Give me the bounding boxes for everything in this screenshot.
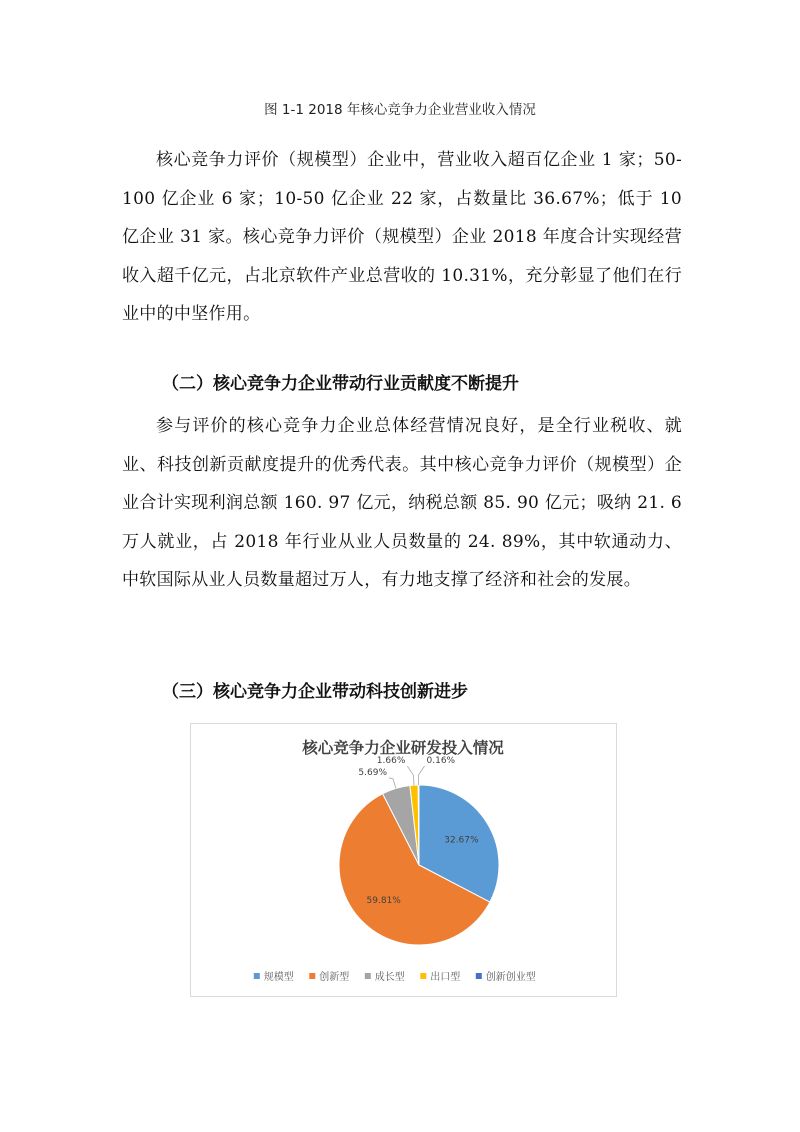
slice-data-label-2: 59.81% (366, 895, 401, 906)
slice-data-label-1: 32.67% (444, 835, 479, 846)
paragraph-revenue: 核心竞争力评价（规模型）企业中，营业收入超百亿企业 1 家；50-100 亿企业 6 家；10-50 亿企业 22 家，占数量比 36.67%；低于 10 亿企业 31 家。核心竞争力评价（规模型）企业 2018 年度合计实现经营收入超千亿元，占北京软件产业总营收的 10.31%，充分彰显了他们在行业中的中坚作用。 (122, 150, 682, 324)
legend-swatch-5 (476, 973, 482, 979)
legend-label-5: 创新创业型 (485, 972, 536, 983)
leader-line-3 (389, 778, 396, 789)
pie-chart-svg (191, 724, 616, 996)
legend-swatch-3 (365, 973, 371, 979)
slice-data-label-4: 1.66% (376, 756, 406, 767)
rd-investment-pie-chart (190, 723, 617, 997)
legend-label-4: 出口型 (430, 972, 461, 983)
legend-swatch-4 (420, 973, 426, 979)
figure-caption: 图 1-1 2018 年核心竞争力企业营业收入情况 (264, 102, 536, 118)
leader-line-4 (407, 766, 414, 785)
legend-swatch-2 (309, 973, 315, 979)
chart-title: 核心竞争力企业研发投入情况 (302, 739, 504, 757)
paragraph-contribution: 参与评价的核心竞争力企业总体经营情况良好，是全行业税收、就业、科技创新贡献度提升的优秀代表。其中核心竞争力评价（规模型）企业合计实现利润总额 160. 97 亿元，纳税总额 85. 90 亿元；吸纳 21. 6 万人就业，占 2018 年行业从业人员数量的 24. 89%，其中软通动力、中软国际从业人员数量超过万人，有力地支撑了经济和社会的发展。 (122, 416, 682, 590)
legend-label-1: 规模型 (263, 972, 294, 983)
leader-line-5 (419, 766, 425, 785)
legend-label-3: 成长型 (374, 972, 405, 983)
legend-swatch-1 (254, 973, 260, 979)
section-heading-innovation: （三）核心竞争力企业带动科技创新进步 (162, 682, 468, 702)
legend-label-2: 创新型 (319, 972, 350, 983)
slice-data-label-5: 0.16% (426, 756, 456, 766)
slice-data-label-3: 5.69% (358, 767, 387, 778)
section-heading-contribution: （二）核心竞争力企业带动行业贡献度不断提升 (162, 374, 519, 394)
